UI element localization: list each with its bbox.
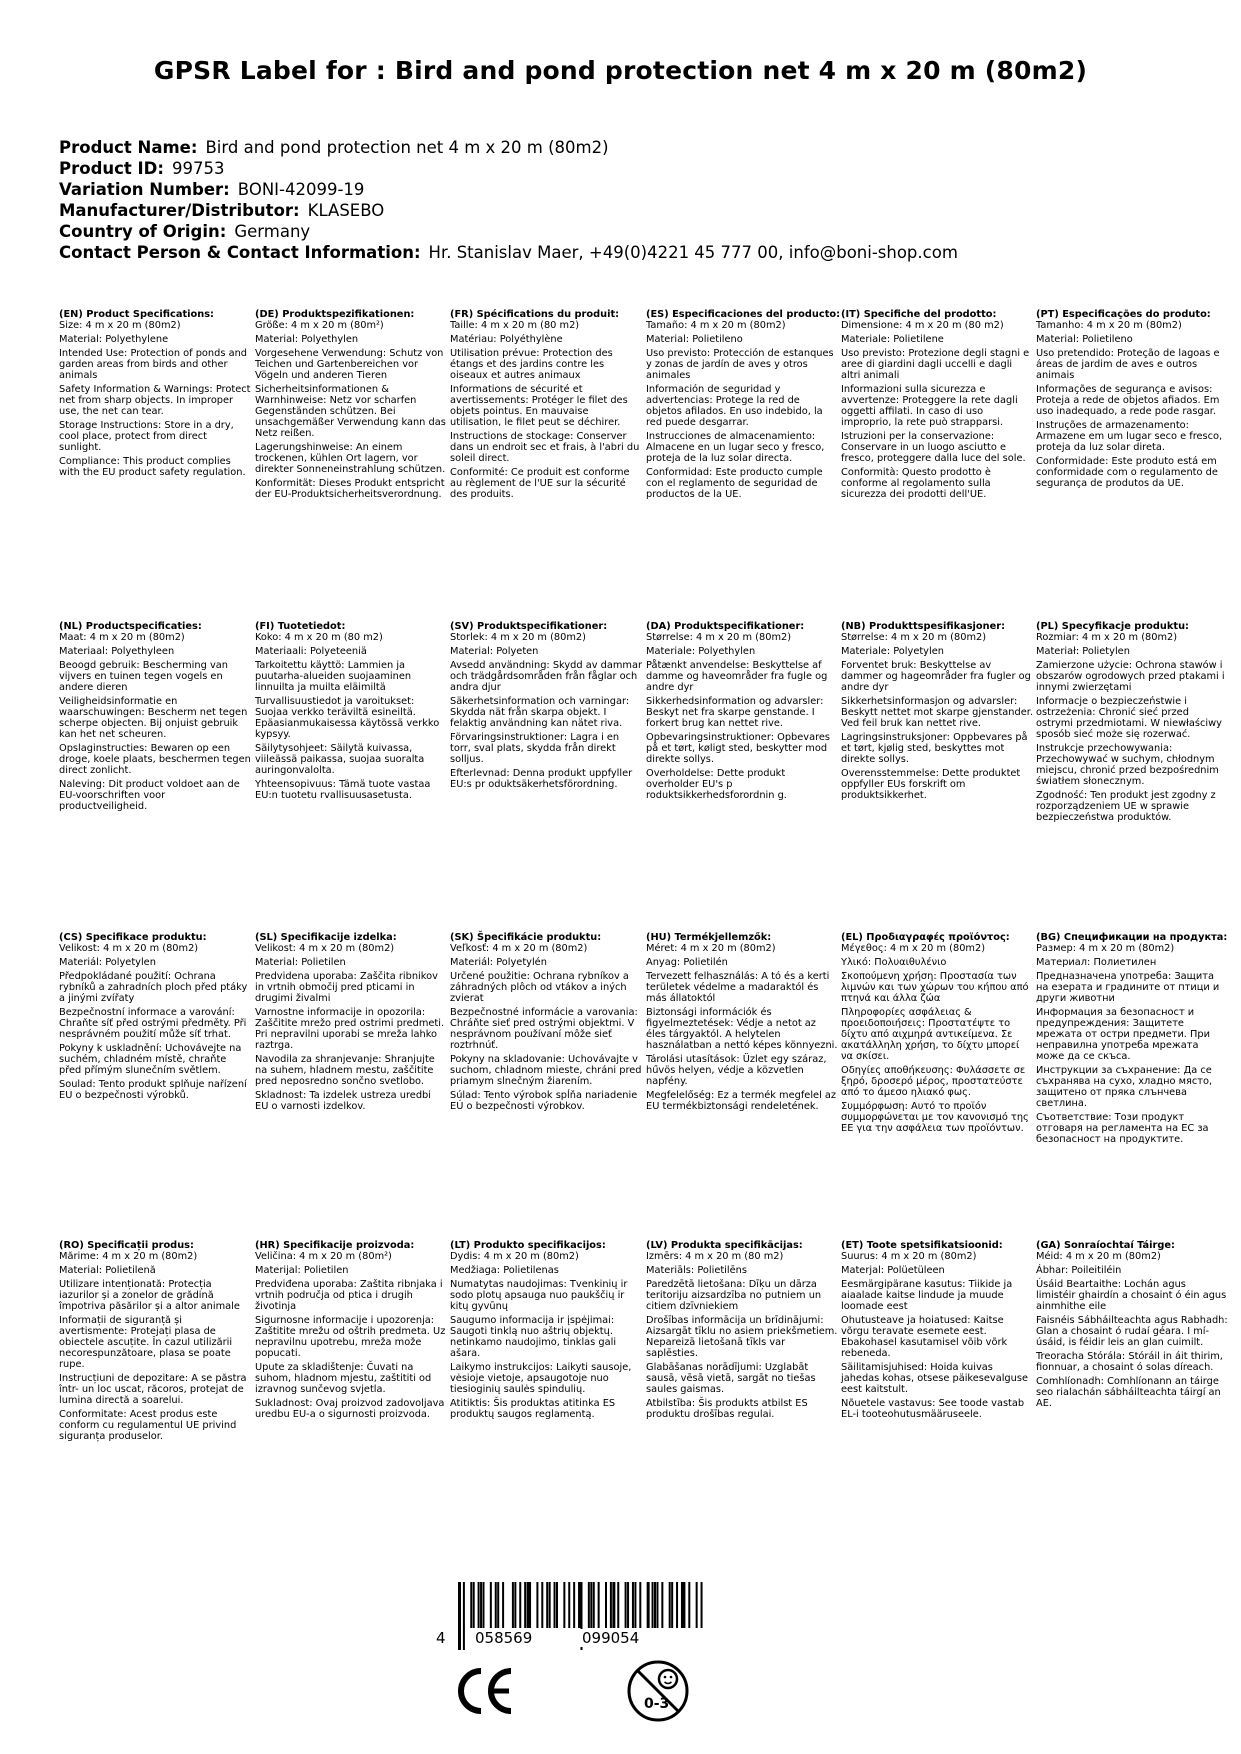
barcode-bar (593, 1582, 595, 1628)
spec-material: Material: Polyethylen (255, 334, 359, 345)
spec-storage: Säilytysohjeet: Säilytä kuivassa, viileässä paikassa, suojaa suoralta auringonvalolta. (255, 743, 425, 776)
spec-size: Dimensione: 4 m x 20 m (80 m2) (841, 320, 1004, 331)
spec-storage: Opslaginstructies: Bewaren op een droge, koele plaats, beschermen tegen direct zonlicht. (59, 743, 251, 776)
variation-number-value: BONI-42099-19 (237, 180, 365, 199)
spec-title: (EL) Προδιαγραφές προϊόντος: (841, 932, 1010, 943)
product-id-value: 99753 (171, 159, 225, 178)
barcode-bar (563, 1582, 565, 1628)
spec-size: Koko: 4 m x 20 m (80 m2) (255, 632, 383, 643)
spec-block (255, 1240, 447, 1420)
barcode-bar (612, 1582, 615, 1628)
spec-intended: Numatytas naudojimas: Tvenkinių ir sodo plotų apsauga nuo paukščių ir kitų gyvūnų (450, 1279, 628, 1312)
spec-safety: Safety Information & Warnings: Protect net from sharp objects. In improper use, the net can tear. (59, 384, 251, 417)
barcode-bar (554, 1582, 556, 1628)
spec-block (841, 621, 1033, 801)
spec-safety: Ohutusteave ja hoiatused: Kaitse võrgu teravate esemete eest. Ebakohasel kasutamisel võib võrk rebeneda. (841, 1315, 1008, 1359)
manufacturer-label: Manufacturer/Distributor: (59, 201, 300, 220)
spec-compliance: Megfelelőség: Ez a termék megfelel az EU termékbiztonsági rendeletének. (646, 1090, 837, 1112)
spec-intended: Предназначена употреба: Защита на езерата и градините от птици и други животни (1036, 971, 1220, 1004)
spec-storage: Pokyny k uskladnění: Uchovávejte na suchém, chladném místě, chraňte před přímým slunečním světlem. (59, 1043, 242, 1076)
barcode-bar (632, 1582, 634, 1628)
age-warning-text: 0-3 (644, 1696, 670, 1712)
spec-storage: Glabāšanas norādījumi: Uzglabāt sausā, vēsā vietā, sargāt no tiešas saules gaismas. (646, 1362, 816, 1395)
spec-material: Materijal: Polietilen (255, 1265, 349, 1276)
barcode-bar (654, 1582, 656, 1628)
barcode-bar (639, 1582, 641, 1628)
spec-safety: Bezpečnostní informace a varování: Chraňte síť před ostrými předměty. Při nesprávném použití může síť trhat. (59, 1007, 247, 1040)
spec-safety: Informacje o bezpieczeństwie i ostrzeżenia: Chronić sieć przed ostrymi przedmiotami. W niewłaściwy sposób sieć może się rozerwać. (1036, 696, 1222, 740)
spec-safety: Varnostne informacije in opozorila: Zaščitite mrežo pred ostrimi predmeti. Pri nepravilni uporabi se mreža lahko raztrga. (255, 1007, 445, 1051)
barcode-bar (610, 1582, 612, 1628)
spec-storage: Storage Instructions: Store in a dry, cool place, protect from direct sunlight. (59, 420, 234, 453)
barcode-bar (647, 1582, 650, 1628)
spec-size: Størrelse: 4 m x 20 m (80m2) (841, 632, 987, 643)
country-of-origin-label: Country of Origin: (59, 222, 227, 241)
spec-title: (GA) Sonraíochtaí Táirge: (1036, 1240, 1175, 1251)
spec-compliance: Conformidade: Este produto está em conformidade com o regulamento de segurança de produtos da UE. (1036, 456, 1218, 489)
spec-title: (PL) Specyfikacje produktu: (1036, 621, 1189, 632)
spec-title: (ES) Especificaciones del producto: (646, 309, 841, 320)
variation-number-label: Variation Number: (59, 180, 230, 199)
spec-compliance: Conformidad: Este producto cumple con el reglamento de seguridad de productos de la UE. (646, 467, 823, 500)
country-of-origin-row (59, 221, 958, 242)
spec-intended: Uso pretendido: Proteção de lagoas e áreas de jardim de aves e outros animais (1036, 348, 1220, 381)
barcode-bar (556, 1582, 558, 1628)
barcode-bar (473, 1582, 475, 1628)
spec-size: Rozmiar: 4 m x 20 m (80m2) (1036, 632, 1178, 643)
spec-compliance: Skladnost: Ta izdelek ustreza uredbi EU o varnosti izdelkov. (255, 1090, 431, 1112)
barcode-bar (696, 1582, 698, 1628)
spec-compliance: Efterlevnad: Denna produkt uppfyller EU:s pr oduktsäkerhetsförordning. (450, 768, 633, 790)
spec-block (646, 621, 838, 801)
spec-material: Ábhar: Poileitiléin (1036, 1265, 1122, 1276)
spec-title: (EN) Product Specifications: (59, 309, 214, 320)
spec-compliance: Atbilstība: Šis produkts atbilst ES produktu drošības regulai. (646, 1398, 808, 1420)
spec-storage: Οδηγίες αποθήκευσης: Φυλάσσετε σε ξηρό, δροσερό μέρος, προστατεύστε από το άμεσο ηλιακό φως. (841, 1065, 1026, 1098)
spec-compliance: Overensstemmelse: Dette produktet oppfyller EUs forskrift om produktsikkerhet. (841, 768, 1021, 801)
spec-title: (HR) Specifikacije proizvoda: (255, 1240, 415, 1251)
spec-title: (NB) Produkttspesifikasjoner: (841, 621, 1005, 632)
spec-intended: Avsedd användning: Skydd av dammar och trädgårdsområden från fåglar och andra djur (450, 660, 642, 693)
spec-safety: Información de seguridad y advertencias: Protege la red de objetos afilados. En uso indebido, la red puede desgarrar. (646, 384, 823, 428)
spec-storage: Opbevaringsinstruktioner: Opbevares på et tørt, køligt sted, beskytter mod direkte sollys. (646, 732, 831, 765)
spec-compliance: Soulad: Tento produkt splňuje nařízení EU o bezpečnosti výrobků. (59, 1079, 247, 1101)
spec-storage: Lagringsinstruksjoner: Oppbevares på et tørt, kjølig sted, beskyttes mot direkte sollys. (841, 732, 1028, 765)
ce-mark-text: CE (455, 1667, 457, 1668)
barcode-bar (478, 1582, 480, 1628)
barcode-bar (661, 1582, 663, 1628)
barcode-bar (683, 1582, 685, 1628)
spec-compliance: Compliance: This product complies with the EU product safety regulation. (59, 456, 246, 478)
spec-title: (LT) Produkto specifikacijos: (450, 1240, 606, 1251)
variation-number-row (59, 179, 958, 200)
barcode-bar (470, 1582, 472, 1628)
spec-size: Tamanho: 4 m x 20 m (80m2) (1036, 320, 1182, 331)
barcode-digits-right: 099054 (582, 1629, 640, 1647)
spec-material: Υλικό: Πολυαιθυλένιο (841, 957, 947, 968)
spec-compliance: Съответствие: Този продукт отговаря на регламента на ЕС за безопасност на продуктите. (1036, 1112, 1209, 1145)
spec-storage: Upute za skladištenje: Čuvati na suhom, hladnom mjestu, zaštititi od izravnog sunčevog svjetla. (255, 1362, 432, 1395)
spec-intended: Σκοπούμενη χρήση: Προστασία των λιμνών και των χώρων του κήπου από πτηνά και άλλα ζώα (841, 971, 1029, 1004)
spec-block (1036, 621, 1228, 823)
spec-title: (FI) Tuotetiedot: (255, 621, 346, 632)
barcode-bar (676, 1582, 678, 1628)
spec-size: Storlek: 4 m x 20 m (80m2) (450, 632, 586, 643)
spec-block (450, 1240, 642, 1420)
spec-safety: Информация за безопасност и предупреждения: Защитете мрежата от остри предмети. При неправилна употреба мрежата може да се скъса. (1036, 1007, 1210, 1062)
spec-intended: Predviđena uporaba: Zaštita ribnjaka i vrtnih područja od ptica i drugih životinja (255, 1279, 443, 1312)
spec-material: Materiāls: Polietilēns (646, 1265, 747, 1276)
spec-intended: Vorgesehene Verwendung: Schutz von Teichen und Gartenbereichen vor Vögeln und anderen Tieren (255, 348, 444, 381)
barcode-bar (490, 1582, 492, 1628)
spec-material: Materiaal: Polyethyleen (59, 646, 175, 657)
spec-intended: Eesmärgipärane kasutus: Tiikide ja aiaalade kaitse lindude ja muude loomade eest (841, 1279, 1013, 1312)
spec-material: Materiale: Polietilene (841, 334, 944, 345)
spec-block (450, 309, 642, 500)
spec-size: Veličina: 4 m x 20 m (80m²) (255, 1251, 392, 1262)
spec-storage: Instructions de stockage: Conserver dans un endroit sec et frais, à l'abri du soleil direct. (450, 431, 640, 464)
contact-value: Hr. Stanislav Maer, +49(0)4221 45 777 00, info@boni-shop.com (428, 243, 958, 262)
spec-material: Matériau: Polyéthylène (450, 334, 563, 345)
barcode-bar (573, 1582, 575, 1628)
spec-storage: Laikymo instrukcijos: Laikyti sausoje, vėsioje vietoje, apsaugotoje nuo tiesioginių saulės spindulių. (450, 1362, 632, 1395)
spec-safety: Sikkerhedsinformation og advarsler: Beskyt net fra skarpe genstande. I forkert brug kan nettet rive. (646, 696, 824, 729)
spec-size: Méid: 4 m x 20 m (80m2) (1036, 1251, 1161, 1262)
spec-block (59, 309, 251, 478)
barcode-bar (514, 1582, 516, 1628)
manufacturer-value: KLASEBO (307, 201, 385, 220)
spec-size: Velikost: 4 m x 20 m (80m2) (59, 943, 199, 954)
spec-title: (SV) Produktspecifikationer: (450, 621, 608, 632)
spec-material: Materiał: Polietylen (1036, 646, 1130, 657)
spec-safety: Sikkerhetsinformasjon og advarsler: Beskytt nettet mot skarpe gjenstander. Ved feil bruk kan nettet rive. (841, 696, 1033, 729)
barcode-bar (656, 1582, 658, 1628)
spec-block (255, 309, 447, 500)
barcode-bar (536, 1582, 538, 1628)
spec-block (841, 932, 1033, 1134)
spec-compliance: Súlad: Tento výrobok spĺňa nariadenie EÚ o bezpečnosti výrobkov. (450, 1090, 638, 1112)
spec-storage: Istruzioni per la conservazione: Conservare in un luogo asciutto e fresco, proteggere dalla luce del sole. (841, 431, 1026, 464)
product-info (59, 137, 958, 263)
barcode-digit-prefix: 4 (436, 1629, 446, 1647)
spec-material: Materjal: Polüetüleen (841, 1265, 945, 1276)
spec-size: Μέγεθος: 4 m x 20 m (80m2) (841, 943, 986, 954)
spec-compliance: Konformität: Dieses Produkt entspricht der EU-Produktsicherheitsverordnung. (255, 478, 445, 500)
spec-storage: Säilitamisjuhised: Hoida kuivas jahedas kohas, otsese päikesevalguse eest kaitstult. (841, 1362, 1028, 1395)
barcode-bar (669, 1582, 671, 1628)
spec-material: Material: Polietilen (255, 957, 346, 968)
spec-safety: Informazioni sulla sicurezza e avvertenze: Proteggere la rete dagli oggetti affilati. In caso di uso improprio, la rete può strapparsi. (841, 384, 1018, 428)
spec-title: (SL) Specifikacije izdelka: (255, 932, 397, 943)
spec-block (450, 932, 642, 1112)
barcode-bar (625, 1582, 627, 1628)
product-name-value: Bird and pond protection net 4 m x 20 m (80m2) (205, 138, 609, 157)
spec-block (59, 932, 251, 1101)
spec-block (255, 932, 447, 1112)
spec-size: Dydis: 4 m x 20 m (80m2) (450, 1251, 579, 1262)
spec-storage: Instrucțiuni de depozitare: A se păstra într- un loc uscat, răcoros, protejat de lumina directă a soarelui. (59, 1373, 247, 1406)
spec-safety: Veiligheidsinformatie en waarschuwingen: Bescherm net tegen scherpe objecten. Bij onjuist gebruik kan het net scheuren. (59, 696, 248, 740)
spec-intended: Předpokládané použití: Ochrana rybníků a zahradních ploch před ptáky a jinými zvířaty (59, 971, 248, 1004)
spec-block (1036, 1240, 1228, 1409)
spec-block (450, 621, 642, 790)
spec-intended: Uso previsto: Protezione degli stagni e aree di giardini dagli uccelli e dagli altri animali (841, 348, 1030, 381)
spec-size: Størrelse: 4 m x 20 m (80m2) (646, 632, 792, 643)
spec-block (59, 621, 251, 812)
spec-size: Mărime: 4 m x 20 m (80m2) (59, 1251, 198, 1262)
spec-safety: Säkerhetsinformation och varningar: Skydda nät från skarpa objekt. I felaktig användning kan nätet riva. (450, 696, 630, 729)
spec-size: Size: 4 m x 20 m (80m2) (59, 320, 181, 331)
barcode-bar (652, 1582, 654, 1628)
barcode-bar (519, 1582, 521, 1628)
barcode-bar (688, 1582, 690, 1628)
spec-intended: Intended Use: Protection of ponds and garden areas from birds and other animals (59, 348, 247, 381)
spec-material: Materiaali: Polyeteeniä (255, 646, 367, 657)
spec-storage: Инструкции за съхранение: Да се съхранява на сухо, хладно място, защитено от пряка слънчева светлина. (1036, 1065, 1213, 1109)
spec-intended: Beoogd gebruik: Bescherming van vijvers en tuinen tegen vogels en andere dieren (59, 660, 228, 693)
spec-material: Material: Polietilenă (59, 1265, 156, 1276)
spec-intended: Forventet bruk: Beskyttelse av dammer og hageområder fra fugler og andre dyr (841, 660, 1031, 693)
product-id-row (59, 158, 958, 179)
spec-intended: Úsáid Beartaithe: Lochán agus limistéir ghairdín a chosaint ó éin agus ainmhithe eile (1036, 1279, 1227, 1312)
age-warning-icon (626, 1659, 690, 1723)
spec-compliance: Naleving: Dit product voldoet aan de EU-voorschriften voor productveiligheid. (59, 779, 240, 812)
spec-intended: Určené použitie: Ochrana rybníkov a záhradných plôch od vtákov a iných zvierat (450, 971, 629, 1004)
spec-material: Anyag: Polietilén (646, 957, 728, 968)
spec-size: Velikost: 4 m x 20 m (80m2) (255, 943, 395, 954)
spec-intended: Predvidena uporaba: Zaščita ribnikov in vrtnih območij pred pticami in drugimi živalmi (255, 971, 438, 1004)
spec-compliance: Zgodność: Ten produkt jest zgodny z rozporządzeniem UE w sprawie bezpieczeństwa produktów. (1036, 790, 1216, 823)
spec-block (1036, 932, 1228, 1145)
ce-mark-icon (455, 1667, 515, 1715)
spec-title: (CS) Specifikace produktu: (59, 932, 207, 943)
barcode (436, 1582, 740, 1652)
spec-title: (ET) Toote spetsifikatsioonid: (841, 1240, 1003, 1251)
spec-storage: Tárolási utasítások: Üzlet egy száraz, hűvös helyen, védje a közvetlen napfény. (646, 1054, 827, 1087)
spec-title: (NL) Productspecificaties: (59, 621, 202, 632)
spec-material: Материал: Полиетилен (1036, 957, 1157, 968)
spec-intended: Uso previsto: Protección de estanques y zonas de jardín de aves y otros animales (646, 348, 834, 381)
barcode-bar (529, 1582, 531, 1628)
spec-compliance: Conformità: Questo prodotto è conforme al regolamento sulla sicurezza dei prodotti dell'UE. (841, 467, 991, 500)
spec-safety: Faisnéis Sábháilteachta agus Rabhadh: Glan a chosaint ó rudaí géara. I mí-úsáid, is féidir leis an glan cuimilt. (1036, 1315, 1228, 1348)
spec-storage: Lagerungshinweise: An einem trockenen, kühlen Ort lagern, vor direkter Sonneneinstrahlung schützen. (255, 442, 446, 475)
barcode-bar (598, 1582, 600, 1628)
spec-block (646, 309, 841, 500)
barcode-bar (617, 1582, 619, 1628)
spec-block (255, 621, 447, 801)
spec-intended: Påtænkt anvendelse: Beskyttelse af damme og haveområder fra fugle og andre dyr (646, 660, 828, 693)
spec-safety: Informações de segurança e avisos: Proteja a rede de objetos afiados. Em uso inadequado, a rede pode rasgar. (1036, 384, 1220, 417)
barcode-bar (458, 1582, 461, 1650)
spec-intended: Utilizare intenționată: Protecția iazurilor și a zonelor de grădină împotriva păsărilor și a altor animale (59, 1279, 240, 1312)
product-name-row (59, 137, 958, 158)
spec-safety: Sigurnosne informacije i upozorenja: Zaštitite mrežu od oštrih predmeta. Uz nepravilnu upotrebu, mreža može popucati. (255, 1315, 446, 1359)
barcode-bar (480, 1582, 482, 1628)
barcode-bar (671, 1582, 673, 1628)
spec-storage: Instrukcje przechowywania: Przechowywać w suchym, chłodnym miejscu, chronić przed bezpośrednim światłem słonecznym. (1036, 743, 1219, 787)
spec-storage: Förvaringsinstruktioner: Lagra i en torr, sval plats, skydda från direkt solljus. (450, 732, 620, 765)
spec-title: (RO) Specificații produs: (59, 1240, 194, 1251)
spec-title: (FR) Spécifications du produit: (450, 309, 620, 320)
spec-block (841, 1240, 1033, 1420)
spec-block (59, 1240, 251, 1442)
spec-storage: Navodila za shranjevanje: Shranjujte na suhem, hladnem mestu, zaščitite pred neposredno sončno svetlobo. (255, 1054, 435, 1087)
contact-label: Contact Person & Contact Information: (59, 243, 421, 262)
spec-title: (SK) Špecifikácie produktu: (450, 932, 602, 943)
manufacturer-row (59, 200, 958, 221)
spec-compliance: Συμμόρφωση: Αυτό το προϊόν συμμορφώνεται με τον κανονισμό της ΕΕ για την ασφάλεια των προϊόντων. (841, 1101, 1029, 1134)
spec-safety: Πληροφορίες ασφάλειας & προειδοποιήσεις: Προστατέψτε το δίχτυ από αιχμηρά αντικείμενα. Σε ακατάλληλη χρήση, το δίχτυ μπορεί να σκίσει. (841, 1007, 1020, 1062)
spec-compliance: Sukladnost: Ovaj proizvod zadovoljava uredbu EU-a o sigurnosti proizvoda. (255, 1398, 445, 1420)
spec-size: Tamaño: 4 m x 20 m (80m2) (646, 320, 786, 331)
spec-compliance: Yhteensopivuus: Tämä tuote vastaa EU:n tuotetu rvallisuusasetusta. (255, 779, 431, 801)
spec-intended: Paredzētā lietošana: Dīķu un dārza teritoriju aizsardzība no putniem un citiem dzīvniekiem (646, 1279, 822, 1312)
barcode-bar (588, 1582, 590, 1628)
spec-size: Veľkosť: 4 m x 20 m (80m2) (450, 943, 588, 954)
spec-safety: Drošības informācija un brīdinājumi: Aizsargāt tīklu no asiem priekšmetiem. Nepareizā lietošanā tīkls var saplēsties. (646, 1315, 838, 1359)
spec-block (841, 309, 1033, 500)
barcode-bar (483, 1582, 485, 1628)
spec-intended: Tarkoitettu käyttö: Lammien ja puutarha-alueiden suojaaminen linnuilta ja muilta eläimiltä (255, 660, 412, 693)
barcode-bar (524, 1582, 526, 1628)
spec-intended: Utilisation prévue: Protection des étangs et des jardins contre les oiseaux et autres animaux (450, 348, 613, 381)
spec-compliance: Comhlíonadh: Comhlíonann an táirge seo rialachán sábháilteachta táirgí an AE. (1036, 1376, 1221, 1409)
spec-size: Suurus: 4 m x 20 m (80m2) (841, 1251, 977, 1262)
barcode-bar (590, 1582, 592, 1628)
contact-row (59, 242, 958, 263)
spec-material: Material: Polyethylene (59, 334, 169, 345)
spec-size: Maat: 4 m x 20 m (80m2) (59, 632, 185, 643)
page-title: GPSR Label for : Bird and pond protection net 4 m x 20 m (80m2) (153, 56, 1088, 85)
spec-safety: Turvallisuustiedot ja varoitukset: Suojaa verkko teräviltä esineiltä. Epäasianmukaisessa käytössä verkko kypsyy. (255, 696, 440, 740)
spec-compliance: Nõuetele vastavus: See toode vastab EL-i tooteohutusmääruseele. (841, 1398, 1025, 1420)
barcode-bar (549, 1582, 551, 1628)
spec-material: Materiál: Polyetylén (450, 957, 547, 968)
spec-title: (PT) Especificações do produto: (1036, 309, 1211, 320)
spec-title: (HU) Termékjellemzők: (646, 932, 772, 943)
spec-block (1036, 309, 1228, 489)
spec-compliance: Conformitate: Acest produs este conform cu regulamentul UE privind siguranța produselor. (59, 1409, 237, 1442)
spec-material: Materiál: Polyetylen (59, 957, 156, 968)
spec-safety: Bezpečnostné informácie a varovania: Chráňte sieť pred ostrými objektmi. V nesprávnom používaní môže sieť roztrhnúť. (450, 1007, 638, 1051)
spec-size: Размер: 4 m x 20 m (80m2) (1036, 943, 1175, 954)
spec-material: Medžiaga: Polietilenas (450, 1265, 559, 1276)
spec-safety: Sicherheitsinformationen & Warnhinweise: Netz vor scharfen Gegenständen schützen. Bei unsachgemäßer Verwendung kann das Netz reißen. (255, 384, 446, 439)
barcode-bar (546, 1582, 548, 1628)
spec-material: Materiale: Polyethylen (646, 646, 756, 657)
spec-safety: Biztonsági információk és figyelmeztetések: Védje a netot az éles tárgyaktól. A helytelen használatban a nettó képes könnyezni. (646, 1007, 838, 1051)
spec-storage: Treoracha Stórála: Stóráil in áit thirim, fionnuar, a chosaint ó solas díreach. (1036, 1351, 1223, 1373)
spec-intended: Zamierzone użycie: Ochrona stawów i obszarów ogrodowych przed ptakami i innymi zwierzętami (1036, 660, 1225, 693)
spec-material: Material: Polietileno (1036, 334, 1133, 345)
barcode-bar (495, 1582, 497, 1628)
barcode-digits-left: 058569 (475, 1629, 533, 1647)
spec-title: (IT) Specifiche del prodotto: (841, 309, 997, 320)
spec-size: Größe: 4 m x 20 m (80m²) (255, 320, 384, 331)
spec-block (646, 932, 838, 1112)
spec-size: Taille: 4 m x 20 m (80 m2) (450, 320, 580, 331)
barcode-bar (634, 1582, 636, 1628)
spec-size: Méret: 4 m x 20 m (80m2) (646, 943, 776, 954)
spec-block (646, 1240, 838, 1420)
spec-material: Material: Polyeten (450, 646, 539, 657)
spec-safety: Saugumo informacija ir įspėjimai: Saugoti tinklą nuo aštrių objektų. netinkamo naudojimo, tinklas gali ašara. (450, 1315, 617, 1359)
spec-safety: Informations de sécurité et avertissements: Protéger le filet des objets pointus. En mauvaise utilisation, le filet peut se déchirer. (450, 384, 628, 428)
spec-storage: Instrucciones de almacenamiento: Almacene en un lugar seco y fresco, proteja de la luz solar directa. (646, 431, 825, 464)
spec-title: (DA) Produktspecifikationer: (646, 621, 805, 632)
barcode-bar (605, 1582, 607, 1628)
barcode-bar (627, 1582, 629, 1628)
barcode-bar (701, 1582, 703, 1628)
spec-storage: Instruções de armazenamento: Armazene em um lugar seco e fresco, proteja da luz solar direta. (1036, 420, 1223, 453)
product-id-label: Product ID: (59, 159, 164, 178)
spec-material: Materiale: Polyetylen (841, 646, 944, 657)
spec-compliance: Conformité: Ce produit est conforme au règlement de l'UE sur la sécurité des produits. (450, 467, 630, 500)
spec-compliance: Overholdelse: Dette produkt overholder EU's p roduktsikkerhedsforordnin g. (646, 768, 787, 801)
spec-safety: Informații de siguranță și avertismente: Protejați plasa de obiectele ascuțite. În cazul utilizării necorespunzătoare, plasa se poate rupe. (59, 1315, 233, 1370)
country-of-origin-value: Germany (234, 222, 311, 241)
spec-storage: Pokyny na skladovanie: Uchovávajte v suchom, chladnom mieste, chráni pred priamym slnečným žiarením. (450, 1054, 642, 1087)
barcode-bar (463, 1582, 465, 1650)
spec-compliance: Atitiktis: Šis produktas atitinka ES produktų saugos reglamentą. (450, 1398, 616, 1420)
spec-size: Izmērs: 4 m x 20 m (80 m2) (646, 1251, 784, 1262)
spec-title: (BG) Спецификации на продукта: (1036, 932, 1228, 943)
barcode-bar (502, 1582, 504, 1628)
barcode-bar (541, 1582, 543, 1628)
spec-material: Material: Polietileno (646, 334, 743, 345)
spec-title: (LV) Produkta specifikācijas: (646, 1240, 803, 1251)
product-name-label: Product Name: (59, 138, 198, 157)
spec-intended: Tervezett felhasználás: A tó és a kerti területek védelme a madaraktól és más állatoktól (646, 971, 830, 1004)
barcode-bar (568, 1582, 570, 1628)
barcode-bar (497, 1582, 499, 1628)
barcode-bar (512, 1582, 514, 1628)
spec-title: (DE) Produktspezifikationen: (255, 309, 415, 320)
